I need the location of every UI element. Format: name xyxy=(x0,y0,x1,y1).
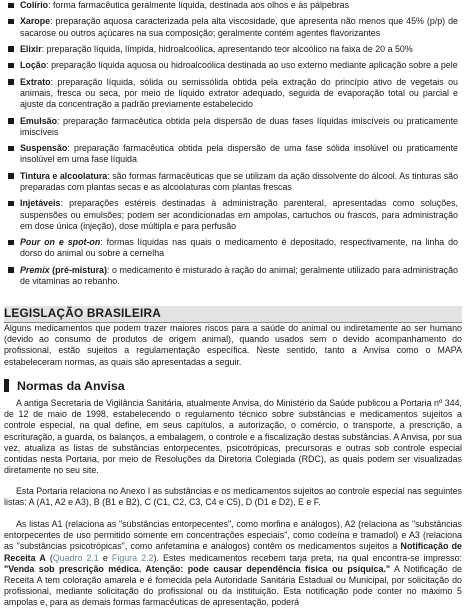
definition-text: : preparação líquida, límpida, hidroalcoólica, apresentando teor alcoólico na faixa de 20 a 50% xyxy=(41,43,413,54)
emphasis-text: "Venda sob prescrição médica. Atenção: pode causar dependência física ou psíquica." xyxy=(4,563,391,574)
body-paragraph: Esta Portaria relaciona no Anexo I as substâncias e os medicamentos sujeitos ao controle especial nas seguintes listas: A (A1, A2 e A3), B (B1 e B2), C (C1, C2, C3, C4 e C5), D (D1 e D2), E e F. xyxy=(4,486,462,508)
definition-item xyxy=(6,171,458,193)
subsection-heading xyxy=(4,379,125,393)
intro-paragraph: Alguns medicamentos que podem trazer maiores riscos para a saúde do animal ou indiretamente ao ser humano (devido ao consumo de produtos de origem animal), quando usados sem o devido acompanhamento do profissional, estão sujeitos a regulamentação específica. Neste sentido, tanto a Anvisa como o MAPA estabeleceram normas, as quais são apresentadas a seguir. xyxy=(4,323,462,367)
definition-text: : preparação farmacêutica obtida pela dispersão de duas fases líquidas imiscíveis ou praticamente imiscíveis xyxy=(20,115,458,137)
paragraph-text: ( xyxy=(45,552,53,563)
definition-text: : preparação farmacêutica obtida pela dispersão de uma fase sólida insolúvel ou praticamente insolúvel em uma fase líquida xyxy=(20,143,458,165)
definition-item xyxy=(6,0,458,11)
definition-term: Emulsão xyxy=(20,115,57,126)
emphasis-text: Notificação de Receita A xyxy=(4,541,462,563)
square-bullet-icon xyxy=(8,118,14,124)
definition-text: : são formas farmacêuticas que se utilizam da ação dissolvente do álcool. As tinturas são preparadas com plantas secas e as alcoolaturas com plantas frescas xyxy=(20,170,459,192)
definition-item xyxy=(6,265,458,287)
square-bullet-icon xyxy=(8,63,14,69)
body-paragraph: A antiga Secretaria de Vigilância Sanitária, atualmente Anvisa, do Ministério da Saúde publicou a Portaria nº 344, de 12 de maio de 1998, estabelecendo o regulamento técnico sobre substâncias e medicamentos sujeitos a controle especial, na qual define, em seus capítulos, a autorização, o comércio, o transporte, a prescrição, a escrituração, a guarda, os balanços, a embalagem, o controle e a fiscalização destas substâncias. A Anvisa, por sua vez, atualiza as listas de substâncias entorpecentes, psicotrópicas, precursoras e outras sob controle especial contidas nesta Portaria, por meio de Resoluções da Diretoria Colegiada (RDC), as quais podem ser visualizadas diretamente no seu site. xyxy=(4,398,462,476)
definition-term: Injetáveis xyxy=(20,198,61,209)
definition-term: Colírio xyxy=(20,0,49,10)
cross-reference-link[interactable]: Figura 2.2 xyxy=(111,552,154,563)
definition-item xyxy=(6,44,458,55)
definition-term: Elixir xyxy=(20,43,42,54)
definition-item xyxy=(6,143,458,165)
paragraph-text: As listas A1 (relaciona as "substâncias entorpecentes", como morfina e análogos), A2 (relaciona as "substâncias entorpecentes de uso permitido somente em concentrações especiais", como codeína e tramadol) e A3 (relaciona as "substâncias psicotrópicas", como anfetamina e análogos) contêm os medicamentos sujeitos a xyxy=(4,519,462,552)
definition-text: : preparação líquida aquosa ou hidroalcoólica destinada ao uso externo mediante aplicação sobre a pele xyxy=(46,60,458,71)
definition-term-suffix: (pré-mistura) xyxy=(49,264,107,275)
square-bullet-icon xyxy=(8,19,14,25)
square-bullet-icon xyxy=(8,146,14,152)
definition-text: : o medicamento é misturado à ração do animal; geralmente utilizado para administração de vitaminas ao rebanho. xyxy=(20,264,458,286)
definition-text: : forma farmacêutica geralmente líquida, destinada aos olhos e às pálpebras xyxy=(48,0,350,10)
subsection-heading-text: Normas da Anvisa xyxy=(17,379,125,393)
body-paragraph xyxy=(4,519,462,609)
definition-item xyxy=(6,116,458,138)
definition-term: Premix xyxy=(20,264,50,275)
cross-reference-link[interactable]: Quadro 2.1 xyxy=(52,552,99,563)
definition-text: : preparação líquida, sólida ou semissólida obtida pela extração do princípio ativo de vegetais ou animais, fresca ou seca, por meio de líquido extrator adequado, seguida de evaporação total ou parcial e ajuste da concentração a padrão previamente estabelecido xyxy=(20,76,458,110)
square-bullet-icon xyxy=(8,173,14,179)
definition-term: Extrato xyxy=(20,76,51,87)
paragraph-text: ). Estes medicamentos recebem tarja preta, na qual encontra-se impresso: xyxy=(153,552,463,563)
definition-text: : preparações estéreis destinadas à administração parenteral, apresentadas como soluções, suspensões ou emulsões; podem ser acondicionadas em ampolas, cartuchos ou frascos, para administração em dose única (injeção), dose múltipla e para perfusão xyxy=(20,198,458,231)
definition-list xyxy=(6,0,458,292)
section-title: LEGISLAÇÃO BRASILEIRA xyxy=(4,306,462,323)
definition-term: Loção xyxy=(20,60,47,71)
definition-item xyxy=(6,60,458,71)
square-bullet-icon xyxy=(8,267,14,273)
square-bullet-icon xyxy=(8,240,14,246)
heading-bar-icon xyxy=(4,379,9,392)
definition-term: Tintura e alcoolatura xyxy=(20,170,108,181)
square-bullet-icon xyxy=(8,46,14,52)
definition-text: : preparação aquosa caracterizada pela alta viscosidade, que apresenta não menos que 45% (p/p) de sacarose ou outros açúcares na sua composição; geralmente contém agentes flavorizantes xyxy=(20,16,458,38)
paragraph-text: A Notificação de Receita A tem coloração amarela e é fornecida pela Autoridade Sanitária Estadual ou Municipal, por solicitação do profissional, mediante solicitação do profissional ou da instituição. Esta notificação pode conter no máximo 5 ampolas e, para as demais formas farmacêuticas de apresentação, poderá xyxy=(4,563,462,608)
square-bullet-icon xyxy=(8,79,14,85)
definition-item xyxy=(6,77,458,111)
definition-item xyxy=(6,198,458,232)
definition-text: : formas líquidas nas quais o medicamento é depositado, respectivamente, na linha do dorso do animal ou sobre a cernelha xyxy=(20,237,458,259)
paragraph-text: e xyxy=(98,552,112,563)
definition-term: Suspensão xyxy=(20,143,68,154)
square-bullet-icon xyxy=(8,3,14,9)
definition-item xyxy=(6,237,458,259)
definition-term: Xarope xyxy=(20,16,51,27)
definition-term: Pour on e spot-on xyxy=(20,237,101,248)
square-bullet-icon xyxy=(8,201,14,207)
definition-item xyxy=(6,16,458,38)
